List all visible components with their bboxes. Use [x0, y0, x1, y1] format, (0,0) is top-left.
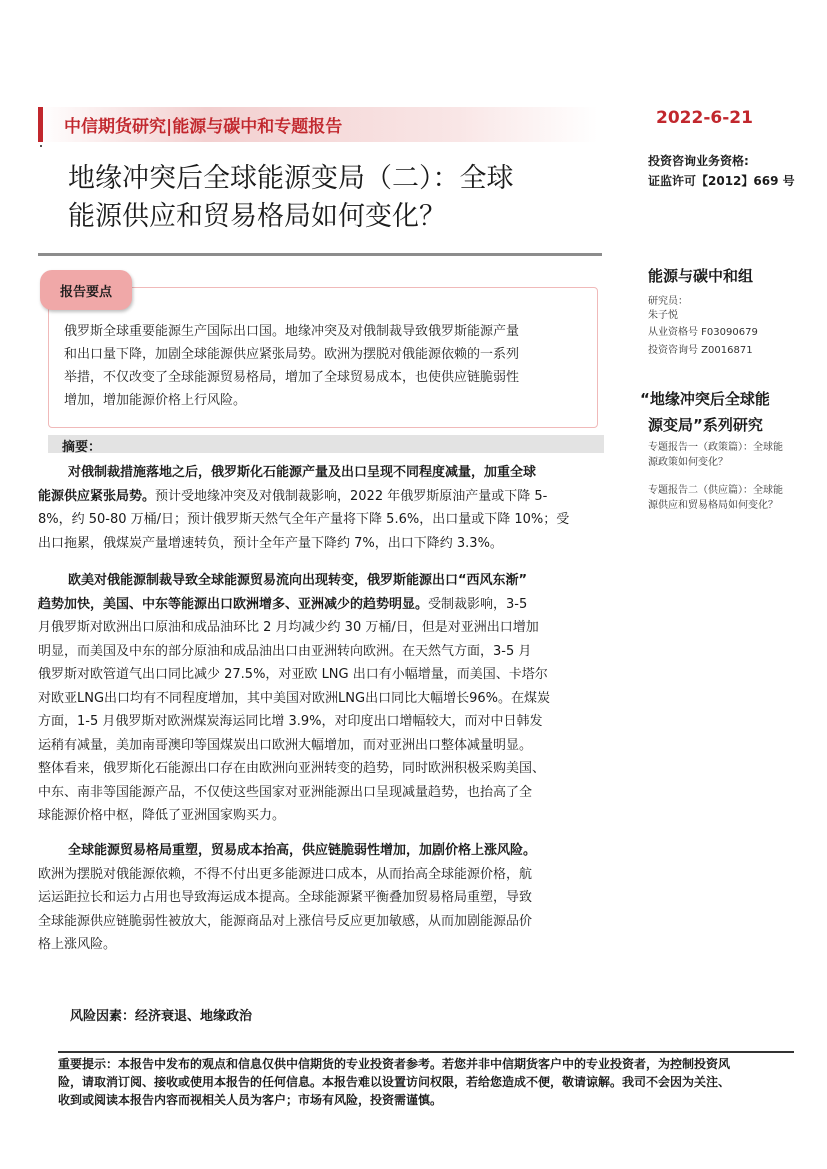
- header-banner-accent: [38, 107, 43, 142]
- risk-factors: 风险因素：经济衰退、地缘政治: [70, 1009, 253, 1024]
- disclaimer: [58, 1055, 790, 1109]
- p1-line: 8%，约 50-80 万桶/日；预计俄罗斯天然气全年产量将下降 5.6%，出口量或下降 10%；受: [38, 512, 570, 527]
- p3-line: 格上涨风险。: [38, 937, 117, 952]
- p3-line: 全球能源供应链脆弱性被放大，能源商品对上涨信号反应更加敏感，从而加剧能源品价: [38, 913, 533, 929]
- series-item-line: 专题报告一（政策篇）：全球能: [648, 442, 783, 453]
- p3-line: 运运距拉长和运力占用也导致海运成本提高。全球能源紧平衡叠加贸易格局重塑，导致: [38, 890, 533, 905]
- p2-line: 整体看来，俄罗斯化石能源出口存在由欧洲向亚洲转变的趋势，同时欧洲积极采购美国、: [38, 761, 546, 776]
- key-points-label: 报告要点: [59, 285, 112, 300]
- series-item-line: 源政策如何变化？: [648, 457, 728, 468]
- series-item-line: 源供应和贸易格局如何变化？: [648, 500, 778, 511]
- p2-bold-2: 趋势加快，美国、中东等能源出口欧洲增多、亚洲减少的趋势明显。: [38, 596, 429, 612]
- series-title-line-2: 源变局”系列研究: [648, 416, 763, 434]
- p2-text: 受制裁影响，3-5: [428, 596, 528, 612]
- p2-bold-1: 欧美对俄能源制裁导致全球能源贸易流向出现转变，俄罗斯能源出口“西风东渐”: [68, 573, 528, 588]
- p2-line: 明显，而美国及中东的部分原油和成品油出口由亚洲转向欧洲。在天然气方面，3-5 月: [38, 643, 532, 659]
- disclaimer-line: 险，请取消订阅、接收或使用本报告的任何信息。本报告难以设置访问权限，若给您造成不便，敬请谅解。我司不会因为关注、: [58, 1075, 731, 1089]
- p2-line: 中东、南非等国能源产品，不仅使这些国家对亚洲能源出口呈现减量趋势，也抬高了全: [38, 784, 533, 800]
- series-title: [640, 386, 810, 438]
- decorative-dot: [40, 145, 42, 147]
- abstract-paragraph-2: [38, 569, 604, 828]
- abstract-paragraph-1: [38, 461, 604, 555]
- title-divider: [38, 253, 602, 256]
- research-group: 能源与碳中和组: [648, 267, 754, 285]
- series-item-link[interactable]: [648, 440, 808, 470]
- abstract-label: 摘要：: [62, 440, 102, 455]
- p2-line: 球能源价格中枢，降低了亚洲国家购买力。: [38, 808, 286, 823]
- key-points-text: [64, 320, 586, 412]
- disclaimer-line: 收到或阅读本报告内容而视相关人员为客户；市场有风险，投资需谨慎。: [58, 1093, 443, 1107]
- p1-line: 出口拖累，俄煤炭产量增速转负，预计全年产量下降约 7%，出口下降约 3.3%。: [38, 535, 503, 551]
- researcher-label: 研究员：: [648, 296, 688, 307]
- p2-line: 月俄罗斯对欧洲出口原油和成品油环比 2 月均减少约 30 万桶/日，但是对亚洲出口增加: [38, 620, 539, 635]
- title-line-1: 地缘冲突后全球能源变局（二）：全球: [68, 163, 514, 194]
- p2-line: 对欧亚LNG出口均有不同程度增加，其中美国对欧洲LNG出口同比大幅增长96%。在煤炭: [38, 690, 550, 706]
- practice-number: 从业资格号 F03090679: [648, 327, 758, 338]
- p3-bold-1: 全球能源贸易格局重塑，贸易成本抬高，供应链脆弱性增加，加剧价格上涨风险。: [68, 843, 537, 858]
- page-title: [68, 160, 598, 236]
- key-points-line: 俄罗斯全球重要能源生产国际出口国。地缘冲突及对俄制裁导致俄罗斯能源产量: [64, 324, 520, 339]
- qualification-value: 证监许可【2012】669 号: [648, 174, 795, 188]
- key-points-line: 和出口量下降，加剧全球能源供应紧张局势。欧洲为摆脱对俄能源依赖的一系列: [64, 347, 520, 362]
- abstract-paragraph-3: [38, 839, 604, 957]
- qualification-label: 投资咨询业务资格:: [648, 154, 749, 168]
- p1-bold-2: 能源供应紧张局势。: [38, 488, 156, 504]
- abstract-header-bar: [48, 435, 604, 453]
- disclaimer-line: 重要提示：本报告中发布的观点和信息仅供中信期货的专业投资者参考。若您并非中信期货客户中的专业投资者，为控制投资风: [58, 1057, 731, 1071]
- key-points-line: 举措，不仅改变了全球能源贸易格局，增加了全球贸易成本，也使供应链脆弱性: [64, 370, 520, 385]
- p2-line: 俄罗斯对欧管道气出口同比减少 27.5%，对亚欧 LNG 出口有小幅增量，而美国、卡塔尔: [38, 667, 548, 682]
- researcher-name: 朱子悦: [648, 310, 678, 321]
- series-item-line: 专题报告二（供应篇）：全球能: [648, 485, 783, 496]
- report-date: 2022-6-21: [656, 108, 753, 128]
- disclaimer-divider: [58, 1051, 794, 1053]
- header-banner-title: 中信期货研究|能源与碳中和专题报告: [64, 117, 343, 137]
- p1-bold-1: 对俄制裁措施落地之后，俄罗斯化石能源产量及出口呈现不同程度减量，加重全球: [68, 465, 537, 480]
- series-item-link[interactable]: [648, 483, 808, 513]
- p2-line: 运稍有减量，美加南哥澳印等国煤炭出口欧洲大幅增加，而对亚洲出口整体减量明显。: [38, 737, 533, 753]
- series-title-line-1: “地缘冲突后全球能: [640, 390, 770, 408]
- consult-number: 投资咨询号 Z0016871: [648, 345, 753, 356]
- p3-line: 欧洲为摆脱对俄能源依赖，不得不付出更多能源进口成本，从而抬高全球能源价格，航: [38, 866, 533, 882]
- title-line-2: 能源供应和贸易格局如何变化？: [68, 201, 446, 232]
- p1-text: 预计受地缘冲突及对俄制裁影响，2022 年俄罗斯原油产量或下降 5-: [155, 488, 548, 504]
- key-points-line: 增加，增加能源价格上行风险。: [64, 393, 247, 408]
- p2-line: 方面，1-5 月俄罗斯对欧洲煤炭海运同比增 3.9%，对印度出口增幅较大，而对中日韩发: [38, 714, 543, 729]
